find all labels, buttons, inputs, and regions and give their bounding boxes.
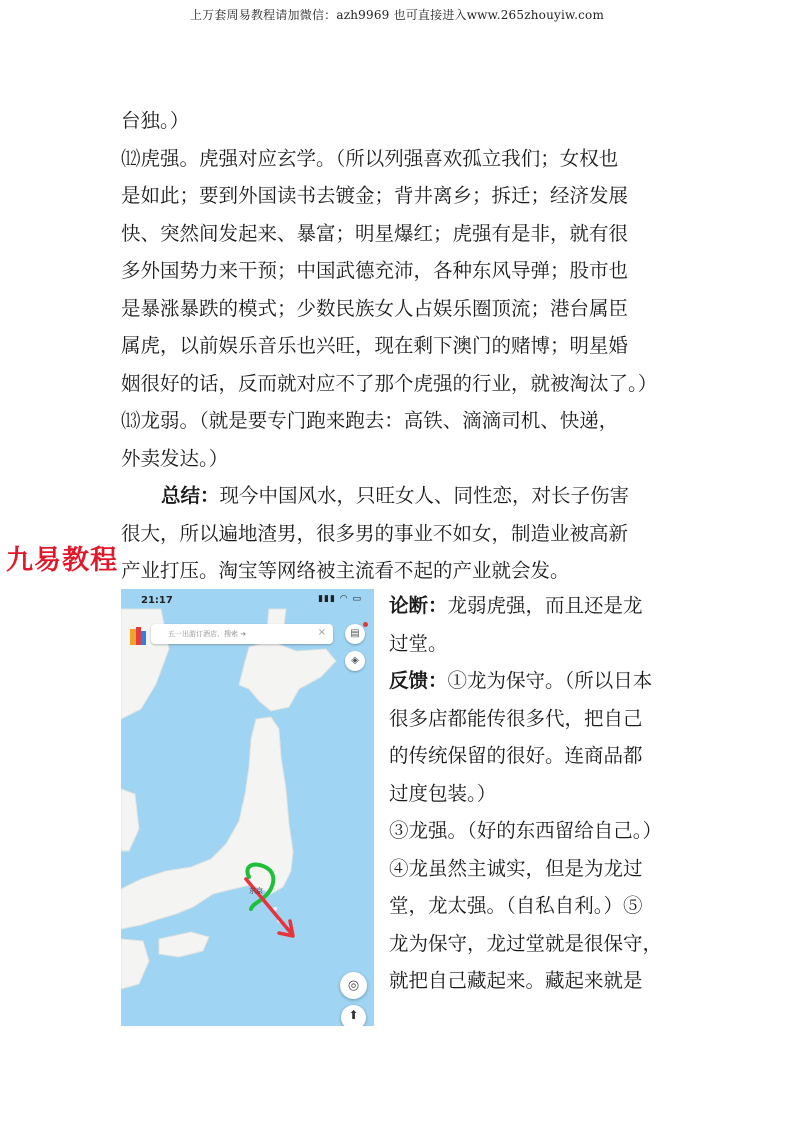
summary-line-label: 总结： (161, 484, 220, 507)
paragraph-line: ⑿虎强。虎强对应玄学。（所以列强喜欢孤立我们；女权也 (121, 146, 619, 170)
search-input[interactable] (151, 624, 333, 644)
summary-line: 很大，所以遍地渣男，很多男的事业不如女，制造业被高新 (121, 521, 629, 545)
feedback-line-label: 反馈： (389, 669, 448, 692)
paragraph-line: 是如此；要到外国读书去镀金；背井离乡；拆迁；经济发展 (121, 184, 629, 207)
verdict-line-text: 龙弱虎强，而且还是龙 (447, 594, 643, 617)
map-screenshot (121, 589, 374, 1026)
feedback-line: 的传统保留的很好。连商品都 (389, 744, 643, 767)
feedback-line: 堂，龙太强。（自私自利。）⑤ (389, 894, 643, 917)
summary-line-text: 现今中国风水，只旺女人、同性恋，对长子伤害 (219, 484, 630, 507)
paragraph-line: 台独。） (121, 109, 190, 132)
status-icons: ▮▮▮ ◠ ▭ (318, 594, 362, 604)
map-city-label: 东京 (249, 887, 263, 895)
feedback-line: 很多店都能传很多代，把自己 (389, 706, 643, 730)
feedback-line: 就把自己藏起来。藏起来就是 (389, 969, 643, 992)
locate-icon[interactable]: ◎ (340, 972, 367, 999)
paragraph-line: 属虎，以前娱乐音乐也兴旺，现在剩下澳门的赌博；明星婚 (121, 334, 629, 357)
verdict-line: 过堂。 (389, 631, 448, 655)
status-bar (121, 589, 374, 611)
paragraph-line: 是暴涨暴跌的模式；少数民族女人占娱乐圈顶流；港台属臣 (121, 296, 629, 320)
close-icon[interactable]: × (317, 627, 326, 638)
feedback-line: 龙为保守，龙过堂就是很保守， (389, 931, 663, 955)
feedback-line (389, 662, 689, 700)
watermark: 九易教程 (6, 545, 118, 576)
layers-icon[interactable]: ◈ (345, 651, 365, 671)
body-text (121, 102, 681, 590)
verdict-line-label: 论断： (389, 594, 448, 617)
japan-map (121, 589, 374, 1026)
summary-line (121, 477, 681, 515)
paragraph-line: 姻很好的话，反而就对应不了那个虎强的行业，就被淘汰了。） (121, 371, 658, 395)
feedback-line: ③龙强。（好的东西留给自己。） (389, 819, 663, 842)
status-time: 21:17 (141, 595, 173, 606)
verdict-line (389, 587, 689, 625)
right-column-text (389, 587, 689, 1000)
feedback-line-text: ①龙为保守。（所以日本 (447, 669, 653, 692)
feedback-line: 过度包装。） (389, 781, 497, 805)
message-icon[interactable]: ▤ (345, 624, 365, 644)
paragraph-line: 快、突然间发起来、暴富；明星爆红；虎强有是非，就有很 (121, 221, 629, 245)
notification-dot (363, 622, 368, 627)
page-header: 上万套周易教程请加微信：azh9969 也可直接进入www.265zhouyiw.com (189, 8, 605, 22)
paragraph-line: 外卖发达。） (121, 446, 229, 470)
paragraph-line: ⒀龙弱。（就是要专门跑来跑去：高铁、滴滴司机、快递， (121, 409, 619, 432)
feedback-line: ④龙虽然主诚实，但是为龙过 (389, 856, 643, 880)
app-logo[interactable] (129, 625, 147, 647)
paragraph-line: 多外国势力来干预；中国武德充沛，各种东风导弹；股市也 (121, 259, 629, 282)
compass-icon[interactable]: ⬆ (341, 1005, 366, 1026)
summary-line: 产业打压。淘宝等网络被主流看不起的产业就会发。 (121, 559, 570, 582)
search-placeholder: 五一出游订酒店、搜索 ➔ (168, 630, 247, 638)
